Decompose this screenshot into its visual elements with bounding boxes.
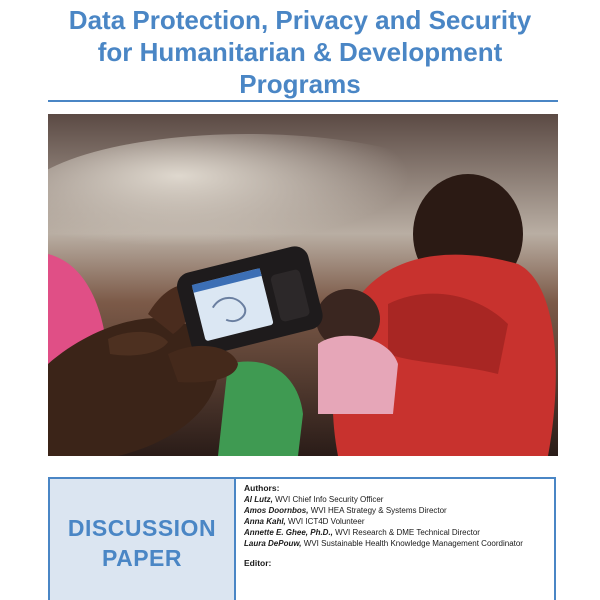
- author-name: Anna Kahl,: [244, 517, 286, 526]
- author-role: WVI HEA Strategy & Systems Director: [310, 506, 447, 515]
- cover-photo: [48, 114, 558, 456]
- author-role: WVI Research & DME Technical Director: [335, 528, 480, 537]
- author-entry: [244, 516, 546, 527]
- discussion-paper-badge: [50, 479, 236, 600]
- authors-heading: Authors:: [244, 483, 280, 493]
- document-title: [40, 4, 560, 100]
- author-name: Al Lutz,: [244, 495, 273, 504]
- author-role: WVI ICT4D Volunteer: [288, 517, 365, 526]
- author-name: Amos Doornbos,: [244, 506, 309, 515]
- discussion-panel: [48, 477, 556, 600]
- author-role: WVI Sustainable Health Knowledge Management Coordinator: [303, 539, 523, 548]
- title-line-1: Data Protection, Privacy and Security: [68, 5, 532, 35]
- author-name: Annette E. Ghee, Ph.D.,: [244, 528, 333, 537]
- author-role: WVI Chief Info Security Officer: [275, 495, 384, 504]
- title-line-2: for Humanitarian & Development: [97, 37, 503, 67]
- author-entry: [244, 527, 546, 538]
- editor-heading: Editor:: [244, 558, 272, 568]
- badge-line-1: DISCUSSION: [67, 515, 217, 541]
- author-name: Laura DePouw,: [244, 539, 302, 548]
- author-entry: [244, 538, 546, 549]
- title-line-3: Programs: [239, 69, 361, 99]
- title-divider: [48, 100, 558, 102]
- author-entry: [244, 505, 546, 516]
- badge-line-2: PAPER: [101, 545, 183, 571]
- spacer: [244, 549, 546, 558]
- author-entry: [244, 494, 546, 505]
- credits-block: [236, 479, 554, 600]
